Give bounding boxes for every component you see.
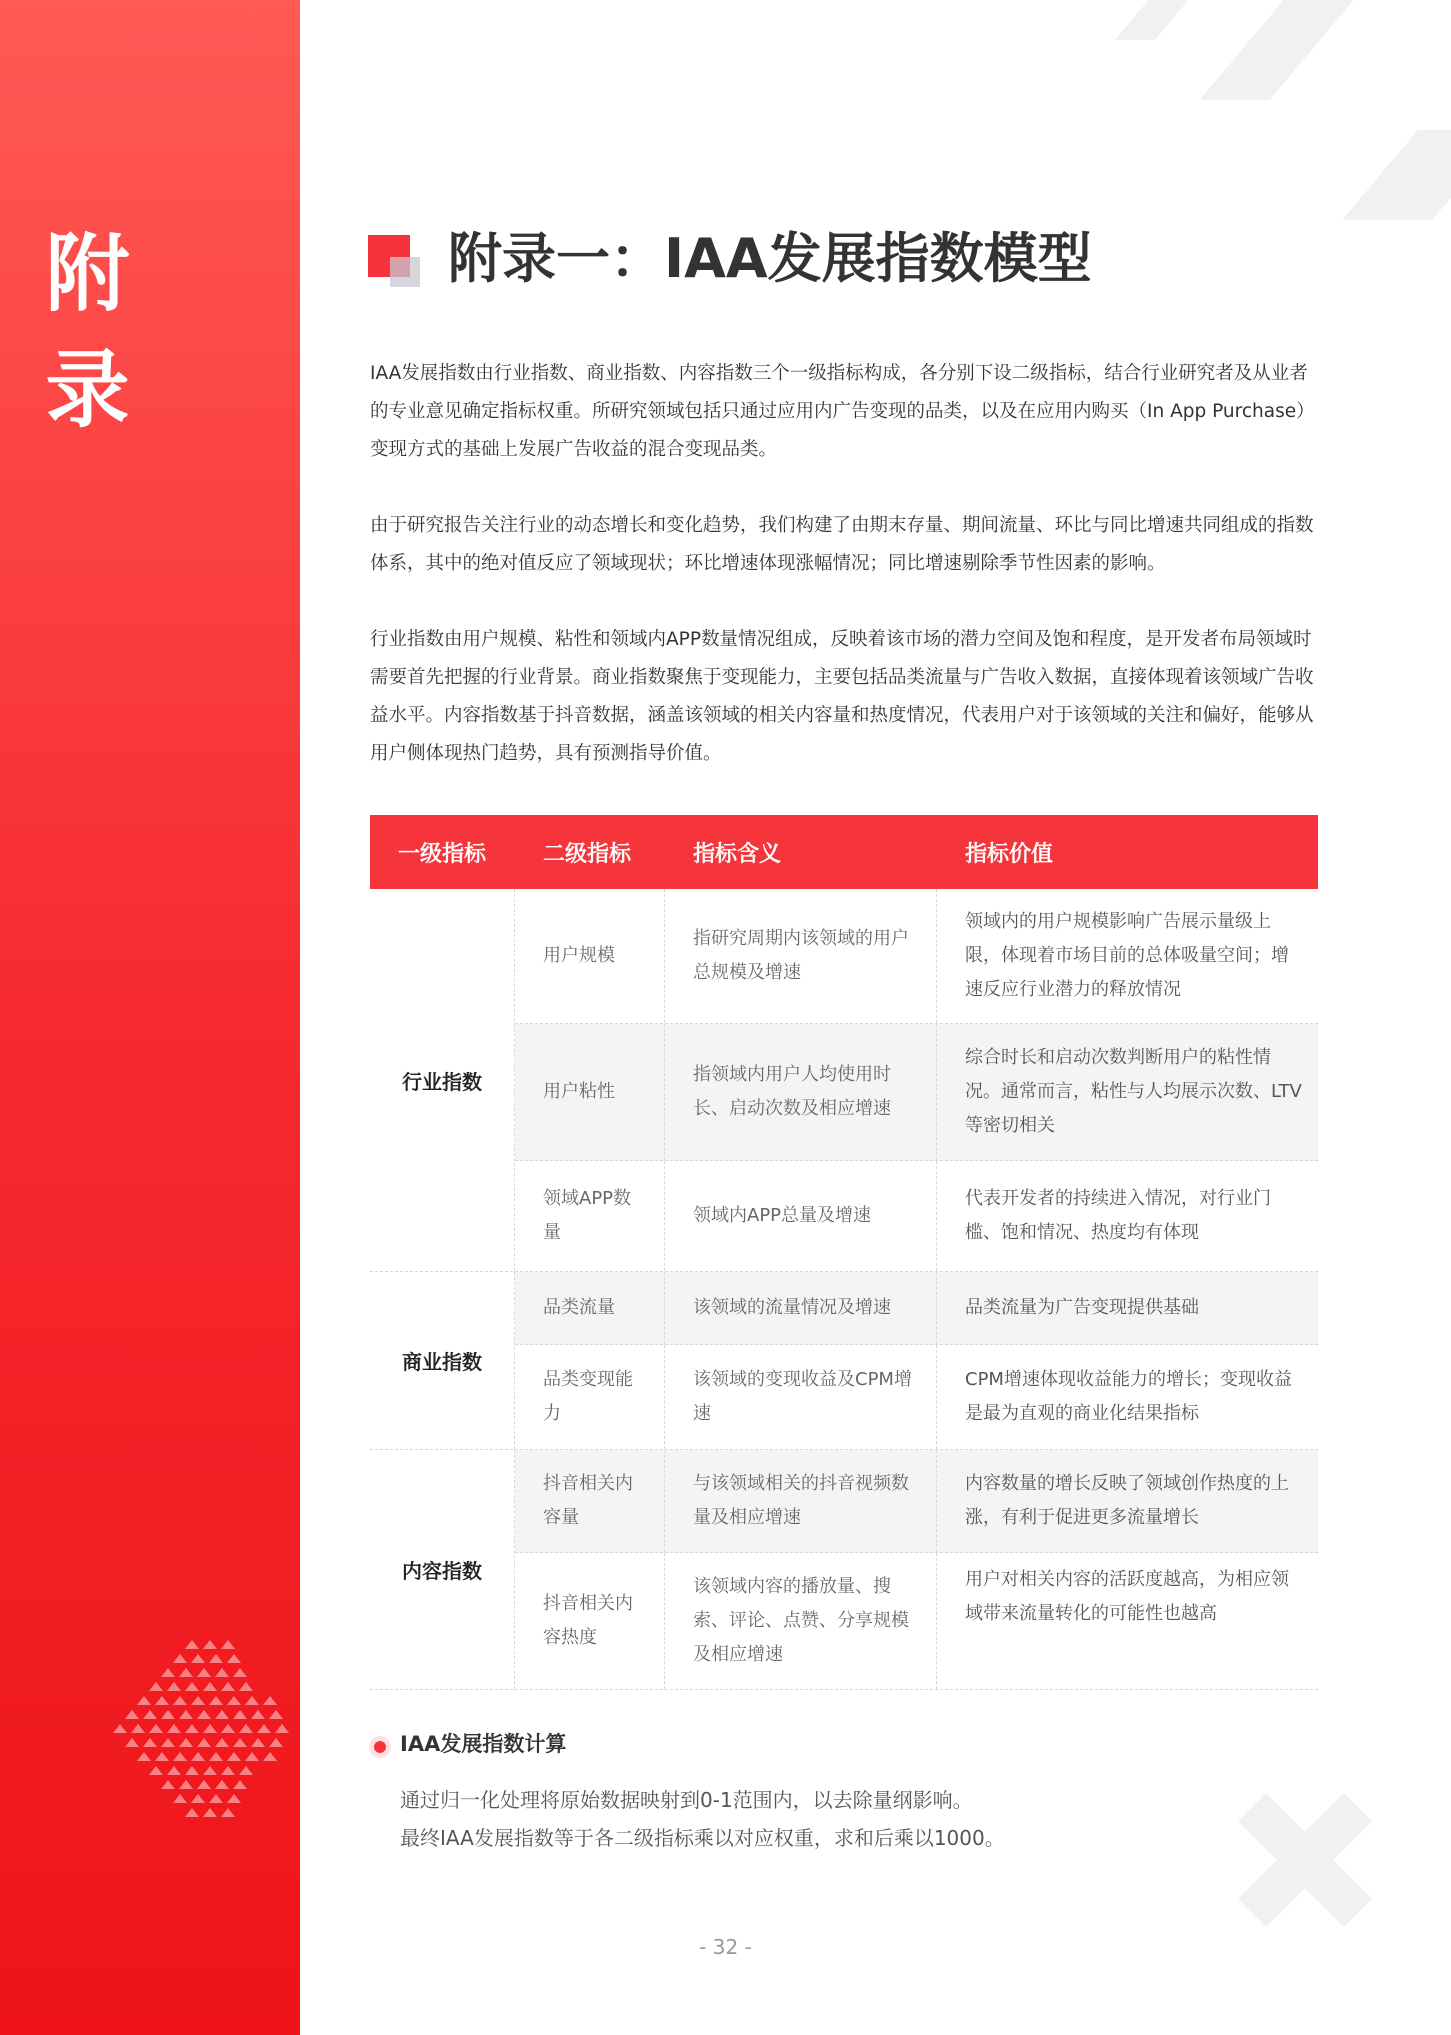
header-meaning: 指标含义 bbox=[693, 841, 782, 867]
cell-value: 内容数量的增长反映了领域创作热度的上涨，有利于促进更多流量增长 bbox=[965, 1473, 1289, 1528]
pattern-triangle-icon bbox=[185, 1808, 199, 1817]
paragraph-2: 由于研究报告关注行业的动态增长和变化趋势，我们构建了由期末存量、期间流量、环比与同比增速共同组成的指数体系，其中的绝对值反应了领域现状；环比增速体现涨幅情况；同比增速剔除季节性因素的影响。 bbox=[370, 515, 1314, 574]
pattern-triangle-icon bbox=[173, 1794, 187, 1803]
page-number: - 32 - bbox=[699, 1935, 752, 1959]
pattern-triangle-icon bbox=[137, 1696, 151, 1705]
pattern-triangle-icon bbox=[209, 1654, 223, 1663]
pattern-triangle-icon bbox=[209, 1794, 223, 1803]
pattern-triangle-icon bbox=[185, 1766, 199, 1775]
pattern-triangle-icon bbox=[239, 1766, 253, 1775]
deco-stripe bbox=[1200, 0, 1371, 100]
table-row bbox=[515, 889, 1318, 1024]
pattern-triangle-icon bbox=[257, 1724, 271, 1733]
pattern-triangle-icon bbox=[251, 1710, 265, 1719]
cell-meaning: 该领域的流量情况及增速 bbox=[665, 1272, 937, 1344]
cell-level2: 品类流量 bbox=[515, 1272, 665, 1344]
cell-value: 领域内的用户规模影响广告展示量级上限，体现着市场目前的总体吸量空间；增速反应行业潜力的释放情况 bbox=[965, 911, 1289, 1000]
page-title: 附录一：IAA发展指数模型 bbox=[448, 227, 1092, 290]
group-label: 行业指数 bbox=[370, 889, 515, 1271]
pattern-triangle-icon bbox=[269, 1738, 283, 1747]
title-square-shadow-icon bbox=[390, 257, 420, 287]
table-group-industry bbox=[370, 889, 1318, 1272]
cell-level2: 抖音相关内容量 bbox=[515, 1450, 665, 1552]
header-value: 指标价值 bbox=[965, 841, 1054, 867]
pattern-triangle-icon bbox=[209, 1752, 223, 1761]
pattern-triangle-icon bbox=[143, 1710, 157, 1719]
pattern-triangle-icon bbox=[203, 1640, 217, 1649]
pattern-triangle-icon bbox=[215, 1780, 229, 1789]
header-level1: 一级指标 bbox=[398, 841, 487, 867]
pattern-triangle-icon bbox=[197, 1668, 211, 1677]
pattern-triangle-icon bbox=[275, 1724, 289, 1733]
table-row bbox=[515, 1272, 1318, 1345]
table-group-content bbox=[370, 1450, 1318, 1690]
cell-value: 用户对相关内容的活跃度越高，为相应领域带来流量转化的可能性也越高 bbox=[965, 1569, 1289, 1624]
pattern-triangle-icon bbox=[203, 1724, 217, 1733]
pattern-triangle-icon bbox=[263, 1752, 277, 1761]
cell-meaning: 与该领域相关的抖音视频数量及相应增速 bbox=[665, 1450, 937, 1552]
pattern-triangle-icon bbox=[221, 1808, 235, 1817]
pattern-triangle-icon bbox=[221, 1724, 235, 1733]
pattern-triangle-icon bbox=[191, 1794, 205, 1803]
pattern-triangle-icon bbox=[173, 1654, 187, 1663]
pattern-triangle-icon bbox=[191, 1654, 205, 1663]
group-label: 内容指数 bbox=[370, 1450, 515, 1689]
table-row bbox=[515, 1345, 1318, 1449]
pattern-triangle-icon bbox=[125, 1738, 139, 1747]
cell-meaning: 指领域内用户人均使用时长、启动次数及相应增速 bbox=[665, 1024, 937, 1160]
pattern-triangle-icon bbox=[209, 1696, 223, 1705]
pattern-triangle-icon bbox=[233, 1738, 247, 1747]
cell-level2: 品类变现能力 bbox=[515, 1345, 665, 1449]
calc-line-2: 最终IAA发展指数等于各二级指标乘以对应权重，求和后乘以1000。 bbox=[400, 1826, 1005, 1850]
cell-value: 代表开发者的持续进入情况，对行业门槛、饱和情况、热度均有体现 bbox=[965, 1188, 1271, 1243]
pattern-triangle-icon bbox=[233, 1780, 247, 1789]
pattern-triangle-icon bbox=[137, 1752, 151, 1761]
pattern-triangle-icon bbox=[239, 1724, 253, 1733]
sidebar-char-1: 附 bbox=[45, 225, 130, 323]
pattern-triangle-icon bbox=[185, 1724, 199, 1733]
pattern-triangle-icon bbox=[149, 1682, 163, 1691]
bullet-dot-icon bbox=[374, 1741, 386, 1753]
pattern-triangle-icon bbox=[143, 1738, 157, 1747]
pattern-triangle-icon bbox=[203, 1682, 217, 1691]
pattern-triangle-icon bbox=[233, 1668, 247, 1677]
pattern-triangle-icon bbox=[173, 1696, 187, 1705]
pattern-triangle-icon bbox=[221, 1640, 235, 1649]
header-level2: 二级指标 bbox=[543, 841, 632, 867]
cell-value: 品类流量为广告变现提供基础 bbox=[965, 1297, 1199, 1318]
sidebar bbox=[0, 0, 300, 2035]
pattern-triangle-icon bbox=[203, 1766, 217, 1775]
table-row bbox=[515, 1553, 1318, 1689]
cell-level2: 领域APP数量 bbox=[515, 1161, 665, 1271]
pattern-triangle-icon bbox=[197, 1710, 211, 1719]
pattern-triangle-icon bbox=[251, 1738, 265, 1747]
pattern-triangle-icon bbox=[233, 1710, 247, 1719]
pattern-triangle-icon bbox=[215, 1738, 229, 1747]
pattern-triangle-icon bbox=[125, 1710, 139, 1719]
pattern-triangle-icon bbox=[215, 1668, 229, 1677]
pattern-triangle-icon bbox=[191, 1696, 205, 1705]
table-group-business bbox=[370, 1272, 1318, 1450]
pattern-triangle-icon bbox=[173, 1752, 187, 1761]
index-table bbox=[370, 815, 1318, 1690]
pattern-triangle-icon bbox=[227, 1696, 241, 1705]
pattern-triangle-icon bbox=[161, 1668, 175, 1677]
pattern-triangle-icon bbox=[227, 1794, 241, 1803]
pattern-triangle-icon bbox=[239, 1682, 253, 1691]
cell-value: 综合时长和启动次数判断用户的粘性情况。通常而言，粘性与人均展示次数、LTV等密切相关 bbox=[965, 1047, 1302, 1136]
pattern-triangle-icon bbox=[191, 1752, 205, 1761]
cell-meaning: 领域内APP总量及增速 bbox=[665, 1161, 937, 1271]
pattern-triangle-icon bbox=[167, 1682, 181, 1691]
pattern-triangle-icon bbox=[203, 1808, 217, 1817]
pattern-triangle-icon bbox=[185, 1682, 199, 1691]
deco-stripe bbox=[1115, 0, 1205, 40]
pattern-triangle-icon bbox=[221, 1682, 235, 1691]
pattern-triangle-icon bbox=[227, 1654, 241, 1663]
deco-stripe bbox=[1342, 130, 1451, 220]
pattern-triangle-icon bbox=[197, 1738, 211, 1747]
pattern-triangle-icon bbox=[149, 1766, 163, 1775]
pattern-triangle-icon bbox=[161, 1780, 175, 1789]
calc-title: IAA发展指数计算 bbox=[400, 1732, 567, 1756]
table-row bbox=[515, 1450, 1318, 1553]
pattern-triangle-icon bbox=[269, 1710, 283, 1719]
cell-level2: 用户规模 bbox=[515, 889, 665, 1023]
pattern-triangle-icon bbox=[167, 1724, 181, 1733]
cell-meaning: 该领域的变现收益及CPM增速 bbox=[665, 1345, 937, 1449]
pattern-triangle-icon bbox=[215, 1710, 229, 1719]
pattern-triangle-icon bbox=[179, 1668, 193, 1677]
paragraph-1: IAA发展指数由行业指数、商业指数、内容指数三个一级指标构成，各分别下设二级指标，结合行业研究者及从业者的专业意见确定指标权重。所研究领域包括只通过应用内广告变现的品类，以及在应用内购买（In App Purchase）变现方式的基础上发展广告收益的混合变现品类。 bbox=[370, 363, 1315, 460]
cell-level2: 用户粘性 bbox=[515, 1024, 665, 1160]
pattern-triangle-icon bbox=[221, 1766, 235, 1775]
pattern-triangle-icon bbox=[185, 1640, 199, 1649]
pattern-triangle-icon bbox=[179, 1780, 193, 1789]
pattern-triangle-icon bbox=[155, 1752, 169, 1761]
table-row bbox=[515, 1161, 1318, 1271]
cell-meaning: 该领域内容的播放量、搜索、评论、点赞、分享规模及相应增速 bbox=[665, 1553, 937, 1689]
pattern-triangle-icon bbox=[227, 1752, 241, 1761]
pattern-triangle-icon bbox=[113, 1724, 127, 1733]
group-label: 商业指数 bbox=[370, 1272, 515, 1449]
pattern-triangle-icon bbox=[179, 1738, 193, 1747]
pattern-triangle-icon bbox=[131, 1724, 145, 1733]
cell-level2: 抖音相关内容热度 bbox=[515, 1553, 665, 1689]
pattern-triangle-icon bbox=[197, 1780, 211, 1789]
sidebar-char-2: 录 bbox=[45, 341, 130, 439]
pattern-triangle-icon bbox=[245, 1696, 259, 1705]
paragraph-3: 行业指数由用户规模、粘性和领域内APP数量情况组成，反映着该市场的潜力空间及饱和程度，是开发者布局领域时需要首先把握的行业背景。商业指数聚焦于变现能力，主要包括品类流量与广告收入数据，直接体现着该领域广告收益水平。内容指数基于抖音数据，涵盖该领域的相关内容量和热度情况，代表用户对于该领域的关注和偏好，能够从用户侧体现热门趋势，具有预测指导价值。 bbox=[370, 629, 1314, 764]
calc-line-1: 通过归一化处理将原始数据映射到0-1范围内，以去除量纲影响。 bbox=[400, 1788, 973, 1812]
cell-value: CPM增速体现收益能力的增长；变现收益是最为直观的商业化结果指标 bbox=[965, 1369, 1292, 1424]
pattern-triangle-icon bbox=[179, 1710, 193, 1719]
pattern-triangle-icon bbox=[161, 1738, 175, 1747]
pattern-triangle-icon bbox=[263, 1696, 277, 1705]
pattern-triangle-icon bbox=[167, 1766, 181, 1775]
pattern-triangle-icon bbox=[149, 1724, 163, 1733]
pattern-triangle-icon bbox=[161, 1710, 175, 1719]
pattern-triangle-icon bbox=[245, 1752, 259, 1761]
cell-meaning: 指研究周期内该领域的用户总规模及增速 bbox=[665, 889, 937, 1023]
table-header bbox=[370, 815, 1318, 889]
table-row bbox=[515, 1024, 1318, 1161]
pattern-triangle-icon bbox=[155, 1696, 169, 1705]
